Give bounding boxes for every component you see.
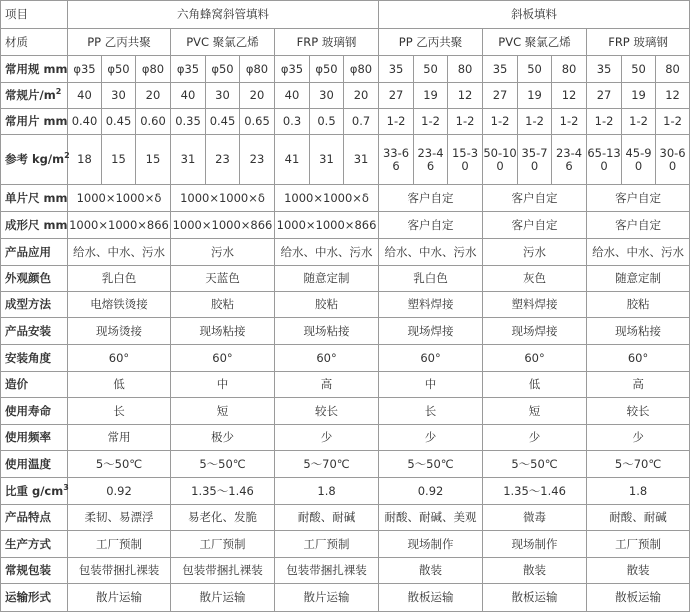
spec-cell: φ50 [102, 56, 136, 83]
property-cell: 1.35～1.46 [483, 478, 587, 505]
spec-cell: 19 [622, 83, 656, 109]
property-row [1, 425, 690, 451]
property-cell: 60° [171, 345, 275, 372]
property-cell: 极少 [171, 425, 275, 451]
property-cell: 包装带捆扎裸装 [171, 558, 275, 584]
spec-cell: 30 [310, 83, 344, 109]
spec-cell: 50 [414, 56, 448, 83]
size-cell: 客户自定 [587, 212, 690, 239]
spec-cell: 35 [587, 56, 622, 83]
spec-cell: 50 [622, 56, 656, 83]
property-cell: 短 [483, 398, 587, 425]
row-label [1, 478, 68, 505]
size-cell: 1000×1000×δ [171, 185, 275, 212]
row-label [1, 83, 68, 109]
spec-cell: 0.7 [344, 109, 379, 135]
spec-cell: φ35 [171, 56, 206, 83]
row-label [1, 56, 68, 83]
spec-cell: 27 [587, 83, 622, 109]
property-cell: 现场焊接 [379, 318, 483, 345]
row-label [1, 266, 68, 292]
size-cell: 1000×1000×δ [275, 185, 379, 212]
property-cell: 散片运输 [275, 584, 379, 612]
spec-cell: 1-2 [552, 109, 587, 135]
spec-cell: 0.40 [68, 109, 102, 135]
row-label-text: 比重 g/cm [5, 483, 64, 498]
property-cell: 天蓝色 [171, 266, 275, 292]
property-row [1, 345, 690, 372]
property-cell: 长 [379, 398, 483, 425]
property-cell: 包装带捆扎裸装 [68, 558, 171, 584]
weight-line: 0 [530, 158, 539, 173]
property-cell: 耐酸、耐碱 [587, 505, 690, 531]
property-cell: 包装带捆扎裸装 [275, 558, 379, 584]
row-label-text: 产品安装 [5, 323, 51, 338]
spec-cell: 20 [344, 83, 379, 109]
table-body [1, 1, 690, 612]
property-cell: 胶粘 [587, 292, 690, 318]
weight-line: 65-13 [587, 145, 621, 160]
unit-exponent: 2 [64, 151, 70, 161]
weight-line: 15 [145, 152, 161, 166]
item-header-cell: 项目 [1, 1, 68, 29]
row-label-text: 使用温度 [5, 456, 51, 471]
property-row [1, 372, 690, 398]
spec-row [1, 109, 690, 135]
weight-line: 23-4 [417, 145, 444, 160]
row-label-text: 产品应用 [5, 244, 51, 259]
spec-cell: 27 [379, 83, 414, 109]
property-cell: 电熔铁烫接 [68, 292, 171, 318]
property-cell: 耐酸、耐碱、美观 [379, 505, 483, 531]
size-cell: 客户自定 [483, 185, 587, 212]
property-cell: 低 [483, 372, 587, 398]
row-label-text: 运输形式 [5, 590, 51, 604]
weight-cell [136, 135, 171, 185]
material-cell: PP 乙丙共聚 [379, 29, 483, 56]
property-cell: 工厂预制 [587, 531, 690, 558]
property-cell: 5～70℃ [587, 451, 690, 478]
property-cell: 现场粘接 [275, 318, 379, 345]
weight-line: 6 [392, 158, 400, 173]
weight-row [1, 135, 690, 185]
row-label-text: 使用频率 [5, 430, 51, 444]
property-cell: 工厂预制 [171, 531, 275, 558]
row-label [1, 292, 68, 318]
row-label [1, 185, 68, 212]
spec-cell: 35 [379, 56, 414, 83]
weight-cell [344, 135, 379, 185]
weight-line: 0 [600, 158, 608, 173]
weight-line: 33-6 [382, 145, 410, 160]
property-cell: 1.35～1.46 [171, 478, 275, 505]
material-cell: PVC 聚氯乙烯 [171, 29, 275, 56]
property-row [1, 478, 690, 505]
weight-cell [275, 135, 310, 185]
property-cell: 污水 [483, 239, 587, 266]
spec-cell: 27 [483, 83, 518, 109]
property-cell: 现场粘接 [587, 318, 690, 345]
property-cell: 给水、中水、污水 [68, 239, 171, 266]
spec-cell: 1-2 [448, 109, 483, 135]
spec-row [1, 83, 690, 109]
row-label [1, 425, 68, 451]
spec-cell: 12 [656, 83, 690, 109]
property-cell: 污水 [171, 239, 275, 266]
property-cell: 散板运输 [483, 584, 587, 612]
size-cell: 1000×1000×δ [68, 185, 171, 212]
table-header-row [1, 1, 690, 29]
property-cell: 现场粘接 [171, 318, 275, 345]
spec-cell: 19 [518, 83, 552, 109]
property-row [1, 239, 690, 266]
formed-size-row [1, 212, 690, 239]
weight-cell [102, 135, 136, 185]
spec-cell: 0.35 [171, 109, 206, 135]
weight-cell [483, 135, 518, 185]
weight-line: 0 [668, 158, 677, 173]
weight-line: 23 [215, 152, 230, 166]
spec-cell: 0.60 [136, 109, 171, 135]
spec-cell: 1-2 [518, 109, 552, 135]
property-cell: 散片运输 [68, 584, 171, 612]
weight-line: 41 [284, 152, 300, 166]
property-cell: 耐酸、耐碱 [275, 505, 379, 531]
spec-cell: 50 [518, 56, 552, 83]
property-cell: 中 [379, 372, 483, 398]
sheet-size-row [1, 185, 690, 212]
row-label-text: 使用寿命 [5, 403, 51, 418]
spec-cell: 1-2 [622, 109, 656, 135]
spec-cell: 0.45 [206, 109, 240, 135]
weight-line: 30-6 [659, 145, 686, 160]
row-label-text: 生产方式 [5, 536, 51, 551]
property-cell: 散板运输 [587, 584, 690, 612]
weight-line: 23-4 [555, 145, 583, 160]
weight-cell [206, 135, 240, 185]
spec-cell: 30 [206, 83, 240, 109]
property-row [1, 558, 690, 584]
property-cell: 现场制作 [483, 531, 587, 558]
spec-cell: 19 [414, 83, 448, 109]
weight-cell [656, 135, 690, 185]
weight-cell [552, 135, 587, 185]
weight-line: 18 [77, 152, 92, 166]
property-cell: 现场焊接 [483, 318, 587, 345]
weight-line: 15 [111, 152, 126, 166]
property-row [1, 398, 690, 425]
property-cell: 散装 [483, 558, 587, 584]
spec-cell: 80 [656, 56, 690, 83]
property-cell: 60° [379, 345, 483, 372]
property-cell: 60° [483, 345, 587, 372]
spec-cell: 80 [448, 56, 483, 83]
spec-cell: 40 [171, 83, 206, 109]
property-row [1, 451, 690, 478]
row-label [1, 398, 68, 425]
property-cell: 现场烫接 [68, 318, 171, 345]
property-cell: 少 [275, 425, 379, 451]
property-cell: 散片运输 [171, 584, 275, 612]
row-label-text: 常用规 mm [5, 61, 68, 76]
row-label [1, 558, 68, 584]
property-cell: 灰色 [483, 266, 587, 292]
spec-cell: φ80 [136, 56, 171, 83]
property-cell: 胶粘 [171, 292, 275, 318]
property-cell: 60° [275, 345, 379, 372]
property-cell: 工厂预制 [275, 531, 379, 558]
weight-cell [518, 135, 552, 185]
spec-cell: 12 [448, 83, 483, 109]
spec-cell: φ80 [344, 56, 379, 83]
property-cell: 给水、中水、污水 [379, 239, 483, 266]
weight-cell [448, 135, 483, 185]
size-cell: 客户自定 [379, 212, 483, 239]
property-cell: 给水、中水、污水 [275, 239, 379, 266]
property-cell: 高 [587, 372, 690, 398]
size-cell: 1000×1000×866 [275, 212, 379, 239]
size-cell: 客户自定 [587, 185, 690, 212]
property-cell: 柔韧、易漂浮 [68, 505, 171, 531]
property-cell: 胶粘 [275, 292, 379, 318]
weight-line: 31 [353, 152, 369, 166]
property-cell: 常用 [68, 425, 171, 451]
row-label [1, 109, 68, 135]
weight-line: 0 [634, 158, 643, 173]
property-cell: 少 [587, 425, 690, 451]
spec-cell: φ35 [68, 56, 102, 83]
weight-line: 6 [565, 158, 573, 173]
spec-cell: φ50 [206, 56, 240, 83]
spec-cell: φ50 [310, 56, 344, 83]
weight-cell [414, 135, 448, 185]
property-cell: 乳白色 [379, 266, 483, 292]
unit-exponent: 2 [55, 87, 62, 97]
property-cell: 1.8 [587, 478, 690, 505]
weight-cell [240, 135, 275, 185]
property-cell: 易老化、发脆 [171, 505, 275, 531]
spec-cell: 1-2 [656, 109, 690, 135]
property-cell: 5～50℃ [483, 451, 587, 478]
incline-plate-group-header: 斜板填料 [379, 1, 690, 29]
row-label-text: 外观颜色 [5, 271, 51, 285]
spec-cell: 0.45 [102, 109, 136, 135]
row-label [1, 531, 68, 558]
property-cell: 5～70℃ [275, 451, 379, 478]
row-label-text: 安装角度 [5, 350, 51, 365]
property-cell: 1.8 [275, 478, 379, 505]
size-cell: 1000×1000×866 [171, 212, 275, 239]
spec-row [1, 56, 690, 83]
property-row [1, 318, 690, 345]
spec-cell: φ80 [240, 56, 275, 83]
size-cell: 客户自定 [379, 185, 483, 212]
row-label [1, 505, 68, 531]
property-cell: 5～50℃ [68, 451, 171, 478]
property-cell: 随意定制 [275, 266, 379, 292]
material-cell: PVC 聚氯乙烯 [483, 29, 587, 56]
spec-cell: 1-2 [414, 109, 448, 135]
row-label [1, 135, 68, 185]
row-label [1, 239, 68, 266]
property-cell: 5～50℃ [379, 451, 483, 478]
property-cell: 少 [483, 425, 587, 451]
row-label-text: 成形尺 mm [5, 217, 68, 232]
spec-cell: 35 [483, 56, 518, 83]
row-label-text: 参考 kg/m [5, 152, 65, 166]
property-row [1, 266, 690, 292]
property-cell: 60° [587, 345, 690, 372]
property-cell: 散装 [379, 558, 483, 584]
weight-cell [171, 135, 206, 185]
property-cell: 60° [68, 345, 171, 372]
property-cell: 短 [171, 398, 275, 425]
property-cell: 工厂预制 [68, 531, 171, 558]
row-label-text: 常用片 mm [5, 114, 68, 128]
property-cell: 乳白色 [68, 266, 171, 292]
spec-cell: 20 [240, 83, 275, 109]
material-cell: PP 乙丙共聚 [68, 29, 171, 56]
row-label [1, 372, 68, 398]
property-cell: 0.92 [379, 478, 483, 505]
property-cell: 中 [171, 372, 275, 398]
property-cell: 高 [275, 372, 379, 398]
row-label [1, 451, 68, 478]
property-cell: 较长 [587, 398, 690, 425]
material-row [1, 29, 690, 56]
row-label: 材质 [1, 29, 68, 56]
property-cell: 塑料焊接 [483, 292, 587, 318]
hex-tube-group-header: 六角蜂窝斜管填料 [68, 1, 379, 29]
weight-line: 50-10 [483, 145, 517, 160]
row-label-text: 成型方法 [5, 297, 51, 311]
property-cell: 长 [68, 398, 171, 425]
property-cell: 现场制作 [379, 531, 483, 558]
property-cell: 随意定制 [587, 266, 690, 292]
row-label-text: 单片尺 mm [5, 190, 68, 205]
weight-cell [68, 135, 102, 185]
property-cell: 给水、中水、污水 [587, 239, 690, 266]
spec-cell: 1-2 [483, 109, 518, 135]
weight-line: 23 [249, 152, 265, 166]
property-cell: 散装 [587, 558, 690, 584]
row-label [1, 584, 68, 612]
property-cell: 微毒 [483, 505, 587, 531]
weight-line: 0 [496, 158, 504, 173]
property-cell: 较长 [275, 398, 379, 425]
material-cell: FRP 玻璃钢 [587, 29, 690, 56]
weight-line: 6 [426, 158, 435, 173]
spec-cell: 80 [552, 56, 587, 83]
spec-cell: 12 [552, 83, 587, 109]
weight-cell [310, 135, 344, 185]
property-row [1, 292, 690, 318]
weight-line: 45-9 [625, 145, 652, 160]
weight-cell [622, 135, 656, 185]
weight-cell [379, 135, 414, 185]
spec-cell: 1-2 [587, 109, 622, 135]
row-label [1, 212, 68, 239]
property-cell: 散板运输 [379, 584, 483, 612]
row-label-text: 产品特点 [5, 510, 51, 524]
size-cell: 1000×1000×866 [68, 212, 171, 239]
row-label [1, 318, 68, 345]
weight-line: 31 [180, 152, 196, 166]
property-cell: 5～50℃ [171, 451, 275, 478]
property-row [1, 505, 690, 531]
spec-cell: 0.3 [275, 109, 310, 135]
weight-line: 15-3 [451, 145, 479, 160]
weight-cell [587, 135, 622, 185]
property-row [1, 531, 690, 558]
row-label [1, 345, 68, 372]
spec-cell: 40 [68, 83, 102, 109]
size-cell: 客户自定 [483, 212, 587, 239]
weight-line: 35-7 [521, 145, 548, 160]
row-label-text: 常规片/m [5, 88, 56, 102]
property-cell: 0.92 [68, 478, 171, 505]
material-cell: FRP 玻璃钢 [275, 29, 379, 56]
property-cell: 低 [68, 372, 171, 398]
property-cell: 塑料焊接 [379, 292, 483, 318]
property-row [1, 584, 690, 612]
row-label-text: 造价 [5, 377, 28, 391]
spec-cell: 0.5 [310, 109, 344, 135]
unit-exponent: 3 [63, 482, 69, 492]
weight-line: 0 [461, 158, 469, 173]
spec-cell: φ35 [275, 56, 310, 83]
property-cell: 少 [379, 425, 483, 451]
spec-cell: 20 [136, 83, 171, 109]
spec-cell: 0.65 [240, 109, 275, 135]
row-label-text: 常规包装 [5, 563, 51, 577]
spec-cell: 40 [275, 83, 310, 109]
weight-line: 31 [319, 152, 334, 166]
spec-cell: 1-2 [379, 109, 414, 135]
spec-cell: 30 [102, 83, 136, 109]
